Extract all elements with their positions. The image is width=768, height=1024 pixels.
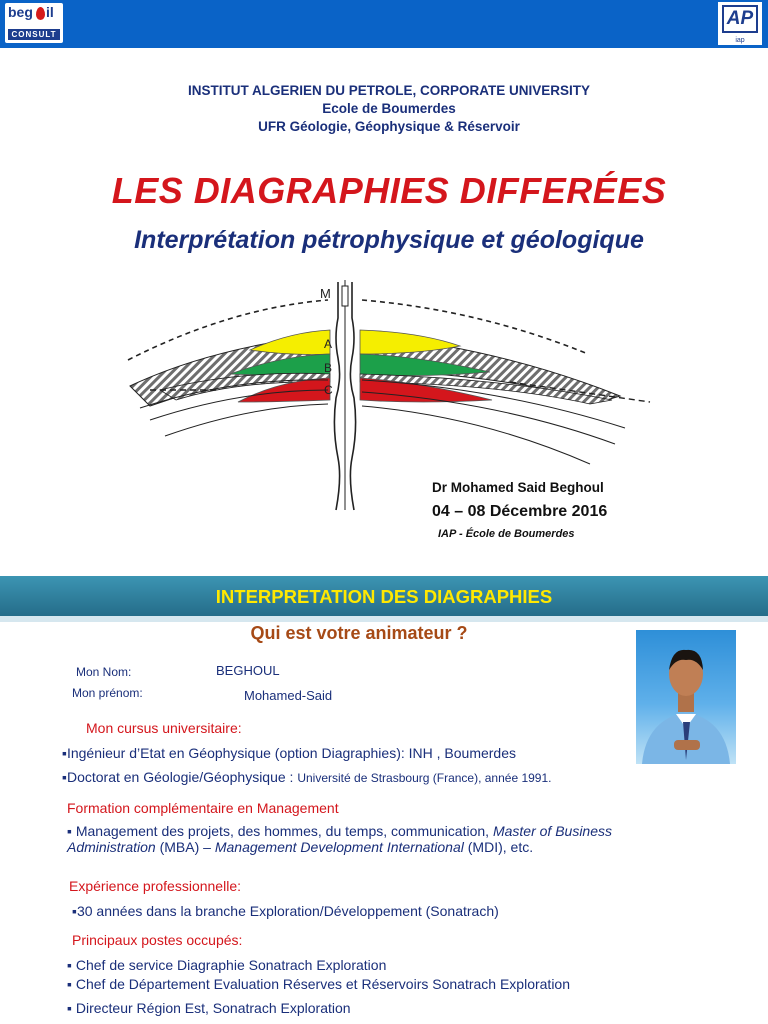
poste-item-1 [67, 957, 386, 973]
nom-value: BEGHOUL [216, 663, 280, 678]
cursus-item-2 [62, 769, 551, 785]
presentation-subtitle: Interprétation pétrophysique et géologique [134, 226, 644, 254]
wellbore-left-wall [334, 282, 339, 510]
bullet-icon: ▪ [67, 823, 72, 839]
formation-line2-italic-a: Administration [67, 839, 156, 855]
bullet-icon: ▪ [72, 903, 77, 919]
label-b: B [324, 361, 333, 375]
slide2-header-strip [0, 616, 768, 622]
bullet-icon: ▪ [67, 976, 72, 992]
bullet-icon: ▪ [67, 1000, 72, 1016]
instructor-portrait-illustration [636, 630, 736, 764]
formation-line2-text-b: (MBA) – [159, 839, 211, 855]
instructor-photo [636, 630, 736, 764]
label-a: A [324, 337, 333, 351]
presentation-title: LES DIAGRAPHIES DIFFERÉES [111, 170, 667, 211]
formation-line2-italic-c: Management Development International [214, 839, 464, 855]
experience-item-1 [72, 903, 499, 919]
top-banner [0, 0, 768, 48]
cursus-item-1-text: Ingénieur d’Etat en Géophysique (option Diagraphies): INH , Boumerdes [66, 745, 517, 761]
bullet-icon: ▪ [62, 745, 67, 761]
formation-section-title: Formation complémentaire en Management [67, 800, 339, 816]
course-dates: 04 – 08 Décembre 2016 [432, 503, 608, 520]
postes-section-title: Principaux postes occupés: [72, 932, 243, 948]
logo-text-consult: CONSULT [8, 29, 60, 40]
begoil-consult-logo [5, 3, 63, 43]
experience-section-title: Expérience professionnelle: [69, 878, 241, 894]
prenom-label: Mon prénom: [72, 686, 143, 700]
institute-department: UFR Géologie, Géophysique & Réservoir [258, 119, 520, 134]
logging-tool-icon [342, 286, 348, 306]
horizon-line-left-3 [165, 404, 328, 436]
author-name: Dr Mohamed Said Beghoul [432, 480, 604, 495]
cursus-item-2-text: Doctorat en Géologie/Géophysique : [66, 769, 294, 785]
formation-line2-text-d: (MDI), etc. [467, 839, 534, 855]
institute-school: Ecole de Boumerdes [322, 101, 456, 116]
institute-name: INSTITUT ALGERIEN DU PETROLE, CORPORATE UNIVERSITY [187, 83, 591, 98]
poste-item-1-text: Chef de service Diagraphie Sonatrach Exploration [75, 957, 387, 973]
poste-item-2-text: Chef de Département Evaluation Réserves et Réservoirs Sonatrach Exploration [75, 976, 571, 992]
bullet-icon: ▪ [67, 957, 72, 973]
bullet-icon: ▪ [62, 769, 67, 785]
poste-item-3-text: Directeur Région Est, Sonatrach Exploration [75, 1000, 351, 1016]
nom-label: Mon Nom: [76, 665, 132, 679]
cursus-item-1 [62, 745, 516, 761]
poste-item-3 [67, 1000, 351, 1016]
logo-text-beg: beg [8, 4, 33, 20]
poste-item-2 [67, 976, 570, 992]
course-venue: IAP - École de Boumerdes [438, 528, 575, 540]
cursus-item-2-detail: Université de Strasbourg (France), année 1991. [297, 771, 552, 785]
label-m: M [320, 286, 331, 301]
slide2-question: Qui est votre animateur ? [250, 623, 468, 643]
formation-line1-italic: Master of Business [492, 823, 613, 839]
iap-logo-caption: iap [735, 37, 745, 44]
experience-item-1-text: 30 années dans la branche Exploration/Développement (Sonatrach) [76, 903, 499, 919]
wellbore-right-wall [350, 282, 355, 510]
iap-logo-mark: AP [726, 8, 754, 29]
formation-item [67, 823, 707, 855]
formation-line1-text: Management des projets, des hommes, du temps, communication, [75, 823, 490, 839]
label-c: C [324, 383, 333, 397]
oil-drop-icon [36, 7, 45, 20]
iap-logo [718, 2, 762, 45]
prenom-value: Mohamed-Said [244, 688, 333, 703]
horizon-line-right-3 [362, 406, 590, 464]
slide2-title: INTERPRETATION DES DIAGRAPHIES [215, 586, 553, 607]
logo-text-oil: il [46, 4, 54, 20]
reservoir-a-left [250, 330, 333, 355]
cursus-section-title: Mon cursus universitaire: [86, 720, 242, 736]
